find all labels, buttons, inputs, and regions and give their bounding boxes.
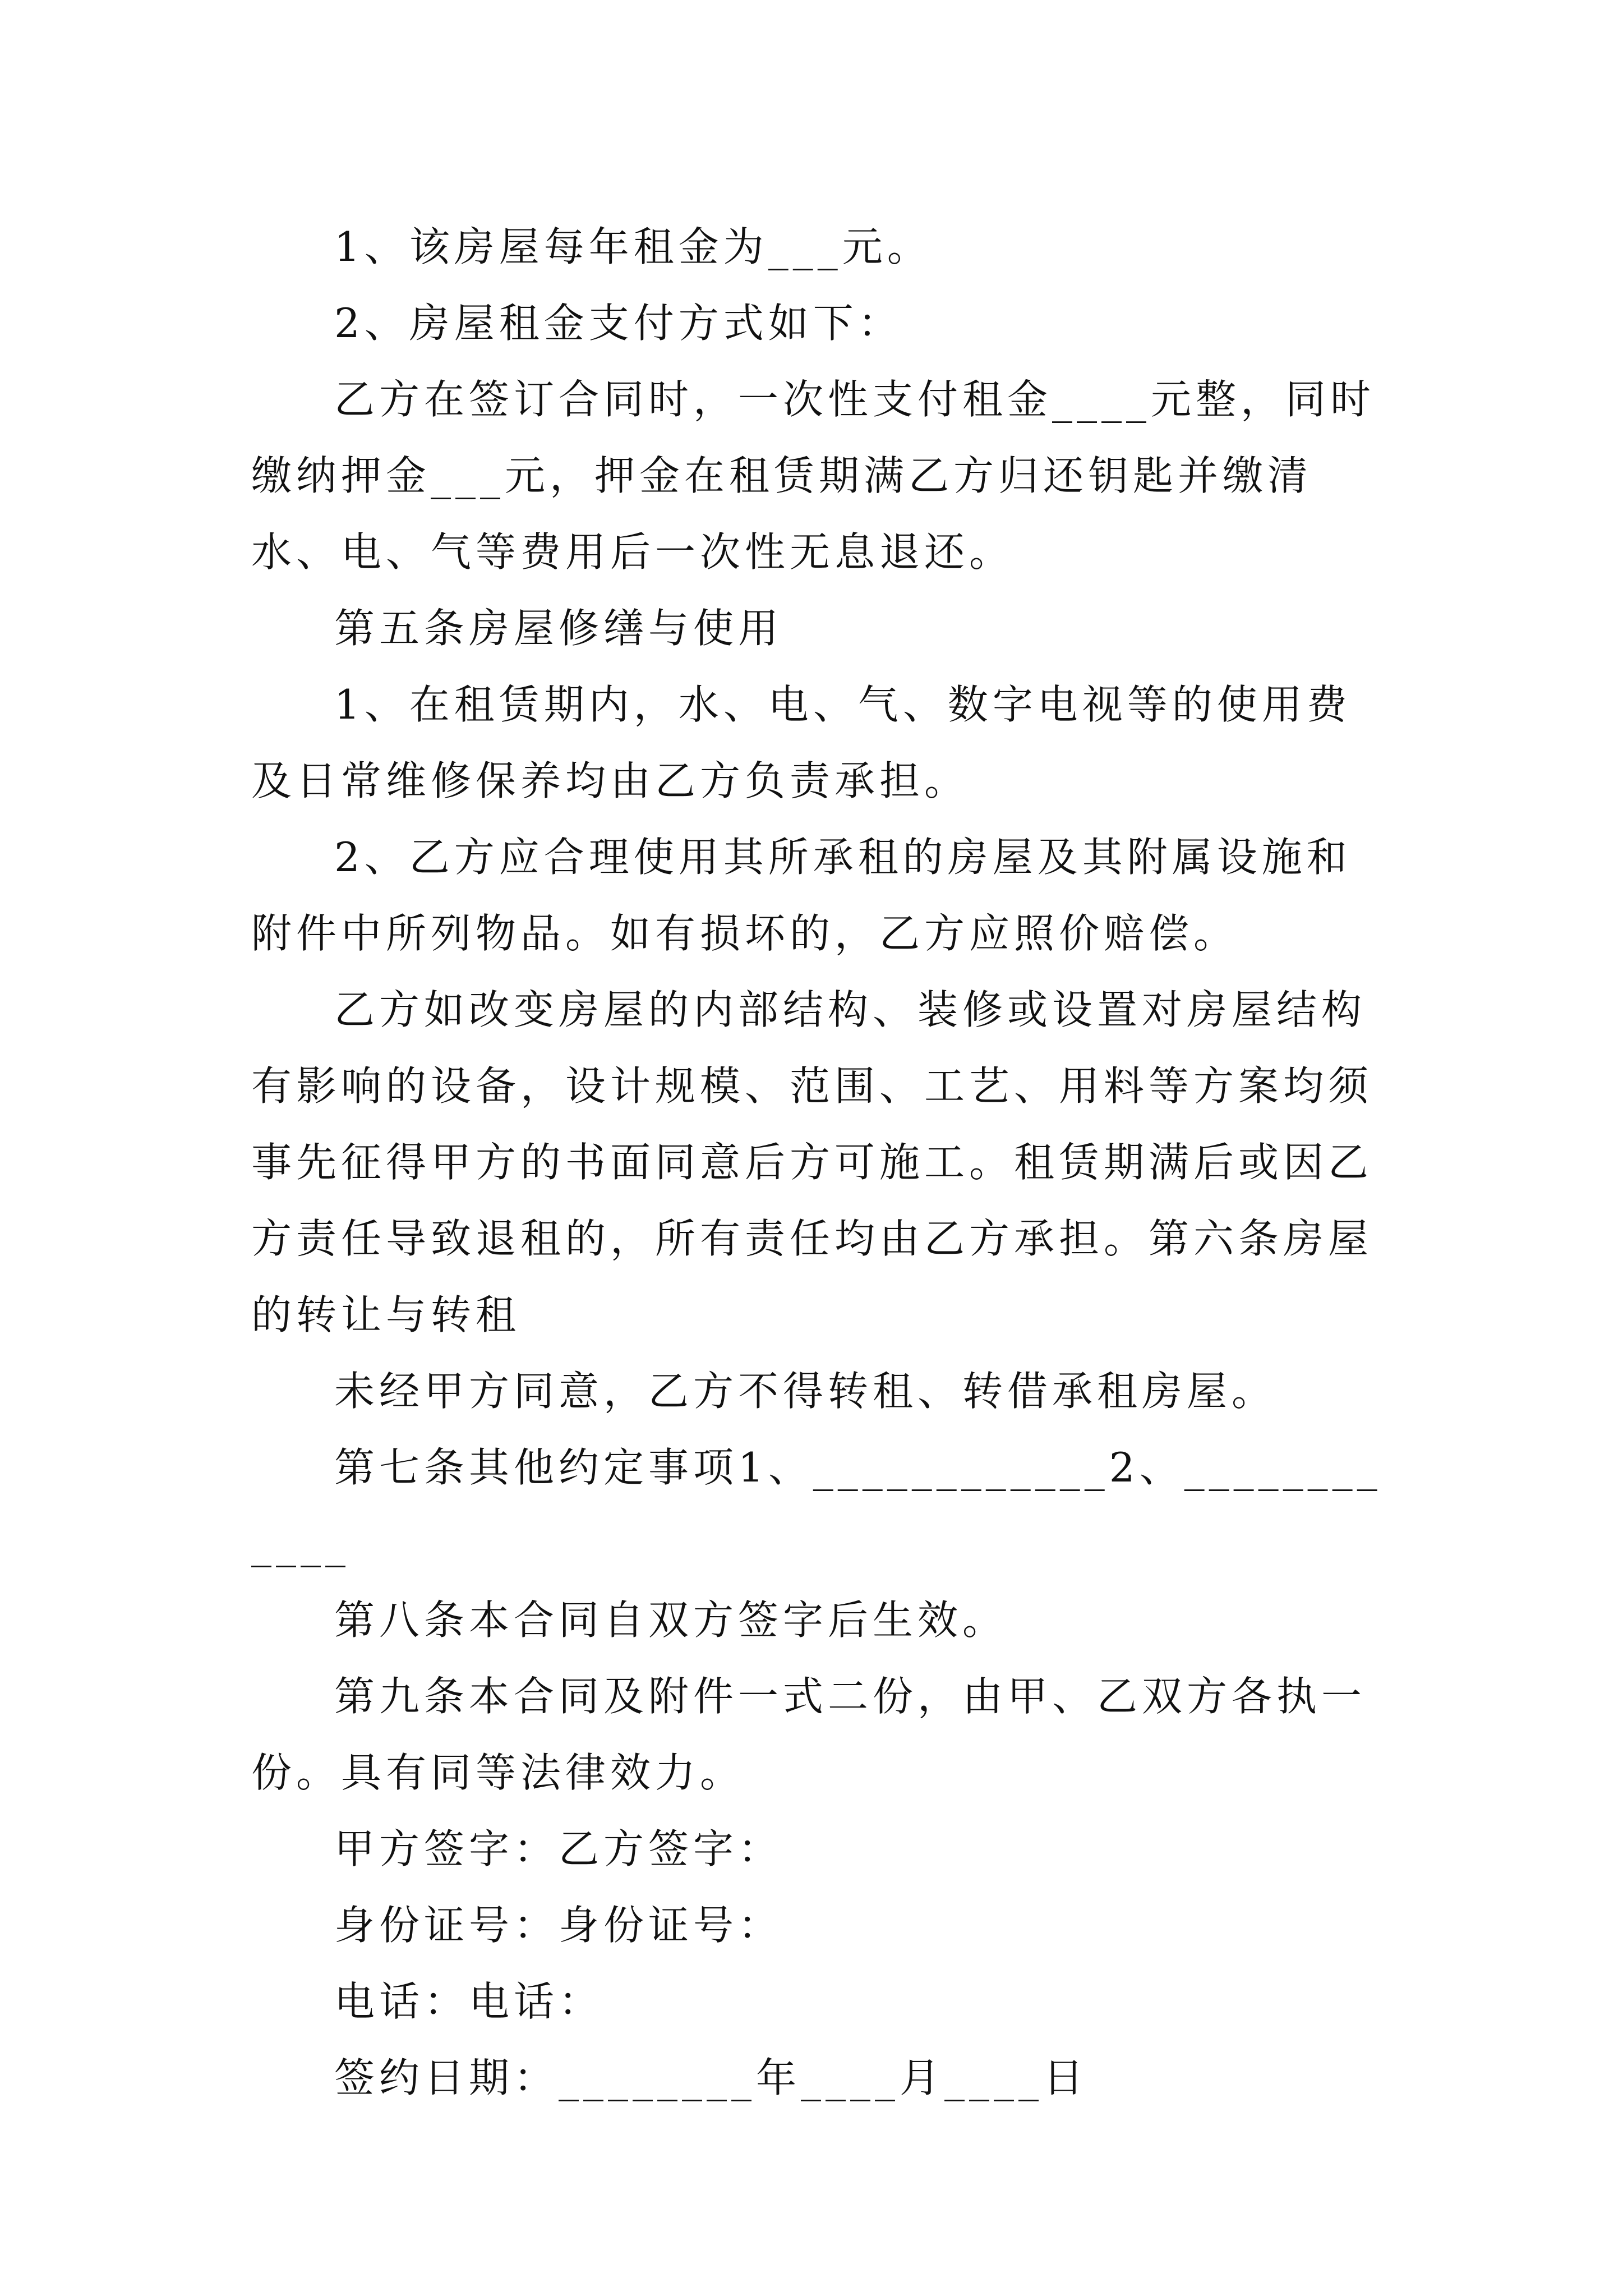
- renovation-paragraph: 乙方如改变房屋的内部结构、装修或设置对房屋结构有影响的设备，设计规模、范围、工艺、用料等方案均须事先征得甲方的书面同意后方可施工。租赁期满后或因乙方责任导致退租的，所有责任均由乙方承担。第六条房屋的转让与转租: [251, 986, 1373, 1338]
- article-eight-paragraph: 第八条本合同自双方签字后生效。: [334, 1596, 1008, 1644]
- payment-terms-paragraph: 乙方在签订合同时，一次性支付租金____元整，同时缴纳押金___元，押金在租赁期满乙方归还钥匙并缴清水、电、气等费用后一次性无息退还。: [251, 376, 1376, 576]
- rent-amount-paragraph: 1、该房屋每年租金为___元。: [334, 223, 932, 270]
- contract-text: [251, 209, 1390, 2116]
- payment-method-heading: 2、房屋租金支付方式如下：: [334, 300, 903, 347]
- article-nine-paragraph: 第九条本合同及附件一式二份，由甲、乙双方各执一份。具有同等法律效力。: [251, 1673, 1367, 1796]
- signature-line: 甲方签字：乙方签字：: [334, 1825, 783, 1872]
- phone-line: 电话：电话：: [334, 1978, 604, 2025]
- id-number-line: 身份证号：身份证号：: [334, 1902, 783, 1949]
- utilities-paragraph: 1、在租赁期内，水、电、气、数字电视等的使用费及日常维修保养均由乙方负责承担。: [251, 681, 1352, 804]
- signing-date-line: 签约日期：________年____月____日: [334, 2054, 1089, 2101]
- article-five-heading: 第五条房屋修缮与使用: [334, 605, 783, 652]
- proper-use-paragraph: 2、乙方应合理使用其所承租的房屋及其附属设施和附件中所列物品。如有损坏的，乙方应照价赔偿。: [251, 834, 1352, 957]
- article-seven-paragraph: 第七条其他约定事项1、____________2、____________: [251, 1444, 1382, 1567]
- sublease-paragraph: 未经甲方同意，乙方不得转租、转借承租房屋。: [334, 1368, 1277, 1415]
